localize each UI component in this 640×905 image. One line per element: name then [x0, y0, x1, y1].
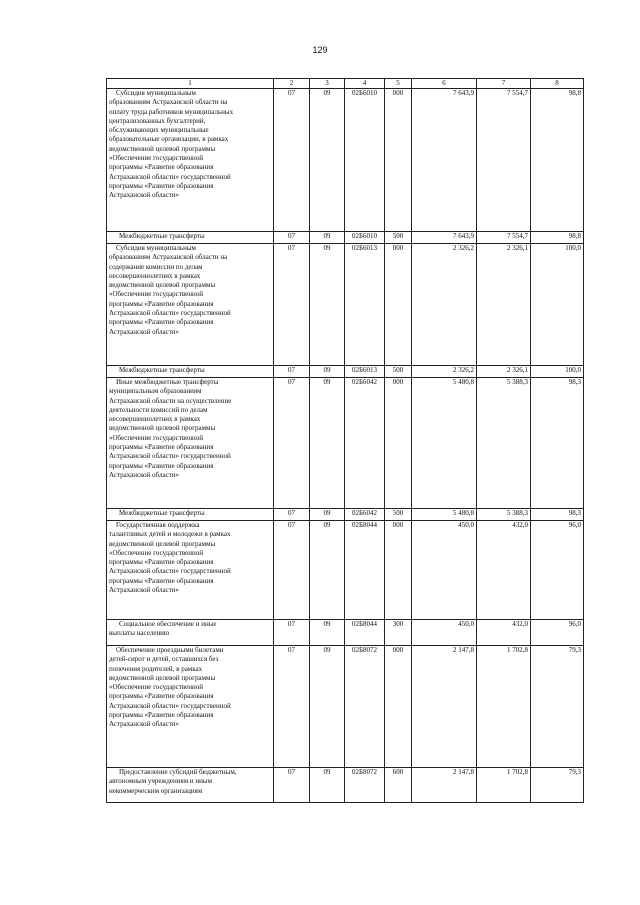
description-line: образованиям Астраханской области на [109, 98, 228, 107]
expense-type-code: 000 [385, 646, 412, 768]
row-description [107, 768, 274, 803]
section-code: 07 [274, 768, 310, 803]
description-line: программы «Развитие образования [109, 558, 214, 567]
description-line: выплаты населению [109, 629, 170, 638]
description-line: образованиям Астраханской области на [109, 253, 228, 262]
table-row [107, 646, 584, 768]
target-article-code: 02Б6042 [345, 509, 385, 521]
row-description [107, 620, 274, 646]
description-line: Астраханской области» [109, 470, 180, 479]
executed-amount: 2 326,1 [477, 244, 531, 366]
expense-type-code: 000 [385, 89, 412, 232]
description-line: автономным учреждениям и иным [109, 777, 213, 786]
section-code: 07 [274, 232, 310, 244]
page-number: 129 [312, 45, 328, 55]
description-line: Астраханской области на осуществление [109, 396, 232, 405]
description-line: обслуживающих муниципальные [109, 126, 209, 135]
description-line: детей-сирот и детей, оставшихся без [109, 655, 219, 664]
planned-amount: 5 480,8 [412, 378, 477, 509]
target-article-code: 02Б8044 [345, 620, 385, 646]
row-description [107, 244, 274, 366]
executed-amount: 7 554,7 [477, 89, 531, 232]
table-row [107, 232, 584, 244]
header-cell: 7 [477, 79, 531, 89]
description-line: ведомственной целевой программы [109, 673, 216, 682]
subsection-code: 09 [310, 244, 345, 366]
row-description [107, 89, 274, 232]
description-line: «Обеспечение государственной [109, 683, 203, 692]
target-article-code: 02Б6042 [345, 378, 385, 509]
description-line: «Обеспечение государственной [109, 290, 203, 299]
expense-type-code: 600 [385, 768, 412, 803]
row-description [107, 509, 274, 521]
execution-percent: 96,0 [531, 620, 584, 646]
execution-percent: 100,0 [531, 244, 584, 366]
description-line: Астраханской области» государственной [109, 452, 231, 461]
expense-type-code: 500 [385, 232, 412, 244]
execution-percent: 100,0 [531, 366, 584, 378]
target-article-code: 02Б8044 [345, 521, 385, 620]
description-line: программы «Развитие образования [109, 576, 214, 585]
description-line: ведомственной целевой программы [109, 539, 216, 548]
table-row [107, 620, 584, 646]
row-description [107, 366, 274, 378]
planned-amount: 7 643,9 [412, 89, 477, 232]
row-description [107, 646, 274, 768]
subsection-code: 09 [310, 509, 345, 521]
planned-amount: 2 326,2 [412, 244, 477, 366]
expense-type-code: 500 [385, 366, 412, 378]
description-line: Иные межбюджетные трансферты [116, 378, 219, 386]
description-line: Государственная поддержка [116, 521, 200, 529]
description-line: программы «Развитие образования [109, 461, 214, 470]
execution-percent: 98,8 [531, 232, 584, 244]
executed-amount: 432,0 [477, 521, 531, 620]
subsection-code: 09 [310, 378, 345, 509]
section-code: 07 [274, 646, 310, 768]
header-cell: 1 [107, 79, 274, 89]
description-line: Астраханской области» [109, 586, 180, 595]
description-line: «Обеспечение государственной [109, 433, 203, 442]
description-line: программы «Развитие образования [109, 711, 214, 720]
description-line: ведомственной целевой программы [109, 424, 216, 433]
table-row [107, 509, 584, 521]
executed-amount: 432,0 [477, 620, 531, 646]
planned-amount: 7 643,9 [412, 232, 477, 244]
executed-amount: 2 326,1 [477, 366, 531, 378]
executed-amount: 1 702,8 [477, 768, 531, 803]
description-line: централизованных бухгалтерий, [109, 116, 206, 125]
description-line: ведомственной целевой программы [109, 281, 216, 290]
table-row [107, 366, 584, 378]
description-line: программы «Развитие образования [109, 163, 214, 172]
description-line: содержание комиссии по делам [109, 262, 203, 271]
description-line: некоммерческим организациям [109, 786, 203, 795]
row-description [107, 378, 274, 509]
execution-percent: 98,3 [531, 378, 584, 509]
planned-amount: 2 147,8 [412, 646, 477, 768]
target-article-code: 02Б6010 [345, 89, 385, 232]
description-line: программы «Развитие образования [109, 318, 214, 327]
target-article-code: 02Б6013 [345, 366, 385, 378]
execution-percent: 79,3 [531, 768, 584, 803]
section-code: 07 [274, 244, 310, 366]
header-cell: 2 [274, 79, 310, 89]
description-line: Астраханской области» государственной [109, 172, 231, 181]
row-description [107, 232, 274, 244]
description-line: оплату труда работников муниципальных [109, 107, 234, 116]
planned-amount: 450,0 [412, 521, 477, 620]
table-row [107, 768, 584, 803]
description-line: Субсидия муниципальным [116, 89, 196, 97]
description-line: Межбюджетные трансферты [119, 232, 205, 240]
description-line: программы «Развитие образования [109, 299, 214, 308]
description-line: Астраханской области» государственной [109, 567, 231, 576]
subsection-code: 09 [310, 89, 345, 232]
subsection-code: 09 [310, 521, 345, 620]
description-line: Астраханской области» государственной [109, 309, 231, 318]
expense-type-code: 500 [385, 509, 412, 521]
description-line: несовершеннолетних в рамках [109, 415, 201, 424]
description-line: Межбюджетные трансферты [119, 366, 205, 374]
expense-type-code: 000 [385, 521, 412, 620]
planned-amount: 2 147,8 [412, 768, 477, 803]
description-line: «Обеспечение государственной [109, 154, 203, 163]
section-code: 07 [274, 378, 310, 509]
header-cell: 6 [412, 79, 477, 89]
subsection-code: 09 [310, 646, 345, 768]
description-line: несовершеннолетних в рамках [109, 271, 201, 280]
header-cell: 4 [345, 79, 385, 89]
execution-percent: 98,3 [531, 509, 584, 521]
header-cell: 3 [310, 79, 345, 89]
executed-amount: 5 388,3 [477, 378, 531, 509]
section-code: 07 [274, 89, 310, 232]
execution-percent: 96,0 [531, 521, 584, 620]
description-line: муниципальным образованиям [109, 387, 202, 396]
subsection-code: 09 [310, 232, 345, 244]
description-line: Обеспечение проездными билетами [116, 646, 224, 654]
description-line: ведомственной целевой программы [109, 144, 216, 153]
subsection-code: 09 [310, 620, 345, 646]
subsection-code: 09 [310, 768, 345, 803]
section-code: 07 [274, 620, 310, 646]
description-line: Астраханской области» [109, 720, 180, 729]
expense-type-code: 000 [385, 244, 412, 366]
section-code: 07 [274, 509, 310, 521]
planned-amount: 450,0 [412, 620, 477, 646]
target-article-code: 02Б8072 [345, 646, 385, 768]
executed-amount: 7 554,7 [477, 232, 531, 244]
description-line: Астраханской области» государственной [109, 701, 231, 710]
description-line: Субсидия муниципальным [116, 244, 196, 252]
target-article-code: 02Б8072 [345, 768, 385, 803]
table-row [107, 244, 584, 366]
description-line: Астраханской области» [109, 191, 180, 200]
table-row [107, 89, 584, 232]
subsection-code: 09 [310, 366, 345, 378]
description-line: программы «Развитие образования [109, 692, 214, 701]
description-line: Межбюджетные трансферты [119, 509, 205, 517]
description-line: попечения родителей, в рамках [109, 664, 203, 673]
description-line: «Обеспечение государственной [109, 548, 203, 557]
description-line: талантливых детей и молодежи в рамках [109, 530, 231, 539]
table-row [107, 378, 584, 509]
description-line: программы «Развитие образования [109, 181, 214, 190]
description-line: образовательные организации, в рамках [109, 135, 229, 144]
table-row [107, 521, 584, 620]
description-line: Предоставление субсидий бюджетным, [119, 768, 237, 776]
description-line: Астраханской области» [109, 327, 180, 336]
row-description [107, 521, 274, 620]
budget-table [106, 78, 584, 803]
execution-percent: 98,8 [531, 89, 584, 232]
description-line: деятельности комиссий по делам [109, 405, 208, 414]
target-article-code: 02Б6013 [345, 244, 385, 366]
section-code: 07 [274, 366, 310, 378]
section-code: 07 [274, 521, 310, 620]
executed-amount: 1 702,8 [477, 646, 531, 768]
planned-amount: 5 480,8 [412, 509, 477, 521]
header-cell: 5 [385, 79, 412, 89]
target-article-code: 02Б6010 [345, 232, 385, 244]
header-row [107, 79, 584, 89]
execution-percent: 79,3 [531, 646, 584, 768]
description-line: Социальное обеспечение и иные [119, 620, 217, 628]
planned-amount: 2 326,2 [412, 366, 477, 378]
expense-type-code: 300 [385, 620, 412, 646]
header-cell: 8 [531, 79, 584, 89]
expense-type-code: 000 [385, 378, 412, 509]
description-line: программы «Развитие образования [109, 443, 214, 452]
executed-amount: 5 388,3 [477, 509, 531, 521]
